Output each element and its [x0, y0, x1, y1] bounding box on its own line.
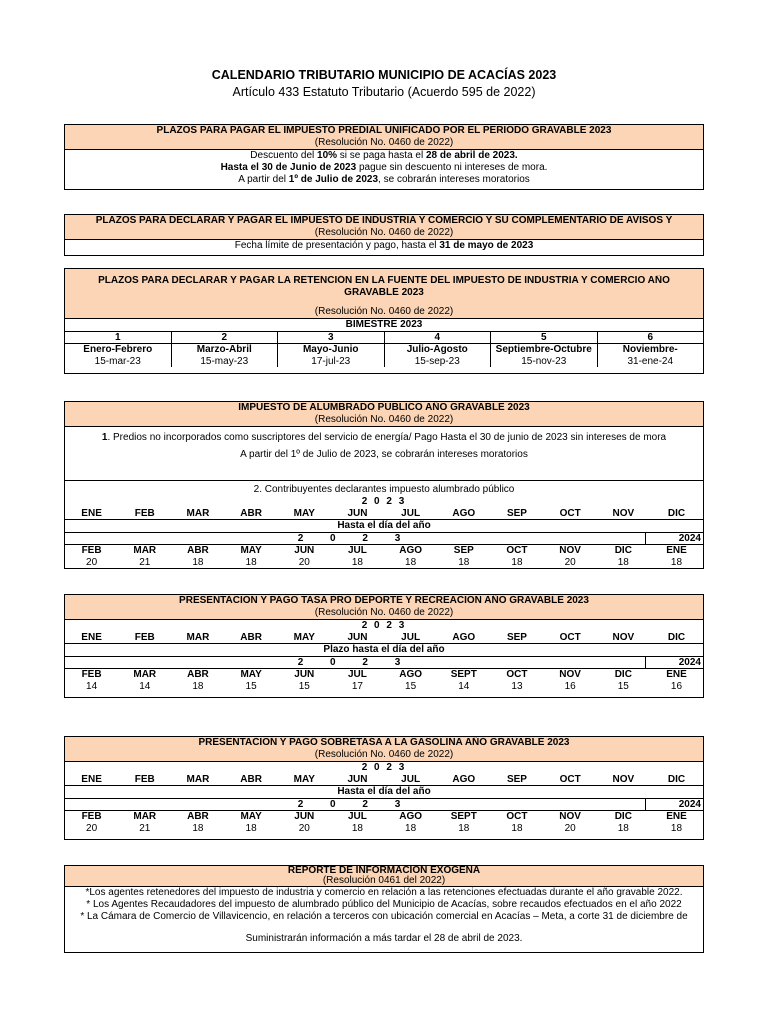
exogena-line-3: * La Cámara de Comercio de Villavicencio, en relación a terceros con ubicación comercial en Acacías – Meta, a corte 31 de diciembre de: [80, 911, 688, 922]
gasolina-paymonths-row: [65, 811, 703, 823]
payment-month: ABR: [187, 545, 209, 556]
month-header: FEB: [134, 773, 155, 785]
payment-month: ABR: [187, 669, 209, 680]
ica-resolution: (Resolución No. 0460 de 2022): [314, 227, 454, 238]
payment-month: ENE: [666, 669, 687, 680]
payment-month: MAR: [133, 669, 157, 680]
month-header: MAY: [293, 773, 315, 785]
deporte-heading: PRESENTACION Y PAGO TASA PRO DEPORTE Y RECREACION AÑO GRAVABLE 2023: [179, 595, 589, 606]
payment-day: 15: [298, 680, 310, 692]
month-header: AGO: [452, 773, 476, 785]
month-header: OCT: [559, 507, 581, 519]
gasolina-resolution: (Resolución No. 0460 de 2022): [314, 749, 454, 760]
payment-month: JUL: [347, 669, 367, 680]
alumbrado-days-row: [65, 557, 703, 569]
month-header: NOV: [612, 773, 635, 785]
payment-month: DIC: [614, 669, 632, 680]
payment-day: 18: [192, 822, 204, 834]
bimestre-date-row: [65, 356, 703, 368]
month-header: OCT: [559, 631, 581, 643]
month-header: OCT: [559, 773, 581, 785]
bimestre-number: 3: [278, 332, 385, 344]
month-header: ENE: [81, 773, 102, 785]
exogena-heading: REPORTE DE INFORMACION EXOGENA: [287, 866, 481, 876]
payment-day: 20: [298, 822, 310, 834]
deporte-days-row: [65, 681, 703, 693]
bimestre-date: 15-mar-23: [65, 356, 172, 368]
payment-day: 18: [670, 822, 683, 834]
exogena-line-1: *Los agentes retenedores del impuesto de industria y comercio en relación a las retenciones efectuadas durante el año gravable 2022.: [85, 887, 683, 898]
exogena-line-4: Suministrarán información a más tardar el 28 de abril de 2023.: [245, 933, 523, 944]
payment-month: JUN: [294, 669, 315, 680]
month-header: DIC: [667, 773, 686, 785]
month-header: FEB: [134, 631, 155, 643]
bimestre-number: 2: [172, 332, 279, 344]
month-header: JUL: [401, 507, 421, 519]
gasolina-header: [65, 737, 703, 762]
payment-day: 21: [139, 556, 151, 568]
month-header: DIC: [667, 507, 686, 519]
deporte-hasta: Plazo hasta el día del año: [65, 644, 703, 657]
payment-month: SEPT: [450, 669, 477, 680]
retencion-heading-2: GRAVABLE 2023: [344, 287, 424, 298]
payment-day: 18: [405, 822, 417, 834]
payment-month: FEB: [81, 545, 102, 556]
ica-deadline: Fecha límite de presentación y pago, hasta el 31 de mayo de 2023: [234, 240, 534, 251]
payment-day: 15: [245, 680, 257, 692]
page-title: CALENDARIO TRIBUTARIO MUNICIPIO DE ACACÍAS 2023: [211, 68, 557, 82]
month-header: SEP: [506, 507, 527, 519]
month-header: JUN: [347, 773, 368, 785]
bimestre-date: 15-nov-23: [491, 356, 598, 368]
bimestre-date: 31-ene-24: [627, 355, 674, 367]
month-header: MAY: [293, 631, 315, 643]
payment-month: NOV: [559, 669, 581, 680]
gasolina-hasta: Hasta el día del año: [65, 786, 703, 799]
predial-resolution: (Resolución No. 0460 de 2022): [314, 137, 454, 148]
month-header: MAY: [293, 507, 315, 519]
payment-month: SEPT: [450, 811, 477, 822]
bimestre-period: Septiembre-Octubre: [491, 344, 598, 356]
month-header: AGO: [452, 631, 476, 643]
payment-month: ENE: [666, 811, 687, 822]
month-header: MAR: [186, 773, 210, 785]
alumbrado-section: [64, 401, 704, 569]
month-header: ABR: [240, 507, 262, 519]
bimestre-date: 15-may-23: [172, 356, 279, 368]
predial-heading: PLAZOS PARA PAGAR EL IMPUESTO PREDIAL UNIFICADO POR EL PERIODO GRAVABLE 2023: [156, 125, 612, 136]
bimestre-date: 15-sep-23: [385, 356, 492, 368]
alumbrado-hasta: Hasta el día del año: [65, 520, 703, 533]
payment-month: OCT: [506, 545, 528, 556]
month-header: SEP: [506, 631, 527, 643]
payment-month: ABR: [187, 811, 209, 822]
payment-day: 16: [564, 680, 576, 692]
bimestre-number: 5: [491, 332, 598, 344]
payment-month: DIC: [614, 811, 632, 822]
payment-month: OCT: [506, 811, 528, 822]
payment-month: MAR: [133, 811, 157, 822]
payment-day: 20: [298, 556, 310, 568]
alumbrado-year-row: 2 0 2 3 2024: [65, 533, 703, 546]
month-header: ABR: [240, 773, 262, 785]
payment-day: 18: [617, 556, 629, 568]
month-header: AGO: [452, 507, 476, 519]
month-header: JUL: [401, 773, 421, 785]
payment-day: 13: [511, 680, 523, 692]
payment-day: 16: [670, 680, 683, 692]
payment-day: 18: [245, 822, 257, 834]
month-header: MAR: [186, 631, 210, 643]
payment-month: FEB: [81, 669, 102, 680]
bimestre-date: 17-jul-23: [278, 356, 385, 368]
payment-day: 20: [564, 556, 576, 568]
predial-line-1: Descuento del 10% si se paga hasta el 28 de abril de 2023.: [250, 150, 518, 161]
payment-day: 21: [139, 822, 151, 834]
payment-day: 18: [458, 822, 470, 834]
bimestre-period: Enero-Febrero: [65, 344, 172, 356]
payment-day: 20: [86, 556, 98, 568]
payment-day: 15: [405, 680, 417, 692]
retencion-header: [65, 269, 703, 319]
alumbrado-year: 2 0 2 3: [361, 496, 407, 507]
page-subtitle: Artículo 433 Estatuto Tributario (Acuerdo 595 de 2022): [232, 85, 536, 99]
payment-day: 18: [192, 680, 204, 692]
predial-line-2: Hasta el 30 de Junio de 2023 pague sin descuento ni intereses de mora.: [220, 162, 548, 173]
payment-day: 17: [351, 680, 363, 692]
predial-line-3: A partir del 1º de Julio de 2023, se cobrarán intereses moratorios: [238, 174, 530, 185]
bimestre-number: 4: [385, 332, 492, 344]
payment-day: 20: [564, 822, 576, 834]
payment-month: JUL: [347, 811, 367, 822]
month-header: MAR: [186, 507, 210, 519]
bimestre-period: Noviembre-: [622, 344, 678, 355]
payment-day: 18: [617, 822, 629, 834]
gasolina-year-row: 2 0 2 3 2024: [65, 799, 703, 812]
bimestre-number: 1: [65, 332, 172, 344]
exogena-header: [65, 866, 703, 887]
deporte-header: [65, 595, 703, 620]
payment-month: NOV: [559, 811, 581, 822]
deporte-resolution: (Resolución No. 0460 de 2022): [314, 607, 454, 618]
ica-section: [64, 214, 704, 256]
month-header: ENE: [81, 507, 102, 519]
alumbrado-header: [65, 402, 703, 427]
payment-day: 15: [617, 680, 629, 692]
payment-month: NOV: [559, 545, 581, 556]
month-header: JUL: [401, 631, 421, 643]
month-header: FEB: [134, 507, 155, 519]
predial-header: [65, 125, 703, 150]
bimestre-label: BIMESTRE 2023: [65, 319, 703, 332]
deporte-year: 2 0 2 3: [361, 620, 407, 631]
payment-month: DIC: [614, 545, 632, 556]
alumbrado-item-2: 2. Contribuyentes declarantes impuesto alumbrado público: [253, 484, 515, 495]
payment-day: 18: [511, 556, 523, 568]
payment-day: 18: [511, 822, 523, 834]
retencion-section: [64, 268, 704, 374]
payment-day: 18: [351, 556, 363, 568]
ica-heading: PLAZOS PARA DECLARAR Y PAGAR EL IMPUESTO DE INDUSTRIA Y COMERCIO Y SU COMPLEMENTARIO DE AVISOS Y: [95, 215, 673, 226]
alumbrado-heading: IMPUESTO DE ALUMBRADO PUBLICO AÑO GRAVABLE 2023: [238, 402, 530, 413]
bimestre-number: 6: [647, 331, 654, 343]
payment-month: AGO: [399, 811, 422, 822]
exogena-resolution: (Resolución 0461 del 2022): [322, 875, 446, 886]
payment-month: AGO: [399, 669, 422, 680]
deporte-paymonths-row: [65, 669, 703, 681]
bimestre-period: Marzo-Abril: [172, 344, 279, 356]
month-header: DIC: [667, 631, 686, 643]
gasolina-months-row: [65, 774, 703, 787]
month-header: JUN: [347, 507, 368, 519]
payment-day: 14: [86, 680, 98, 692]
payment-day: 18: [405, 556, 417, 568]
payment-day: 20: [86, 822, 98, 834]
month-header: NOV: [612, 507, 635, 519]
payment-month: AGO: [399, 545, 422, 556]
payment-month: JUN: [294, 811, 315, 822]
payment-month: OCT: [506, 669, 528, 680]
ica-header: [65, 215, 703, 240]
payment-day: 14: [139, 680, 151, 692]
payment-month: JUL: [347, 545, 367, 556]
payment-month: ENE: [666, 545, 687, 556]
retencion-resolution: (Resolución No. 0460 de 2022): [314, 306, 454, 317]
month-header: NOV: [612, 631, 635, 643]
payment-month: MAR: [133, 545, 157, 556]
gasolina-days-row: [65, 823, 703, 835]
alumbrado-item-1: 1. Predios no incorporados como suscriptores del servicio de energía/ Pago Hasta el 30 de junio de 2023 sin intereses de mora: [101, 432, 667, 443]
retencion-heading-1: PLAZOS PARA DECLARAR Y PAGAR LA RETENCIÓN EN LA FUENTE DEL IMPUESTO DE INDUSTRIA Y COMERCIO AÑO: [98, 275, 670, 286]
payment-month: JUN: [294, 545, 315, 556]
exogena-line-2: * Los Agentes Recaudadores del impuesto de alumbrado público del Municipio de Acacías, sobre recaudos efectuados en el año 2022: [86, 899, 682, 910]
payment-month: FEB: [81, 811, 102, 822]
bimestre-period-row: [65, 344, 703, 356]
month-header: ABR: [240, 631, 262, 643]
payment-day: 14: [458, 680, 470, 692]
alumbrado-item-1-note: A partir del 1º de Julio de 2023, se cobrarán intereses moratorios: [240, 449, 528, 460]
alumbrado-resolution: (Resolución No. 0460 de 2022): [314, 414, 454, 425]
payment-month: SEP: [453, 545, 474, 556]
month-header: JUN: [347, 631, 368, 643]
payment-month: MAY: [240, 545, 262, 556]
alumbrado-months-row: [65, 508, 703, 521]
exogena-section: [64, 865, 704, 953]
deporte-year-row: 2 0 2 3 2024: [65, 657, 703, 670]
payment-day: 18: [458, 556, 470, 568]
bimestre-number-row: [65, 332, 703, 345]
payment-day: 18: [351, 822, 363, 834]
bimestre-period: Mayo-Junio: [278, 344, 385, 356]
deporte-section: [64, 594, 704, 698]
predial-section: [64, 124, 704, 190]
gasolina-section: [64, 736, 704, 840]
deporte-months-row: [65, 632, 703, 645]
gasolina-year: 2 0 2 3: [361, 762, 407, 773]
month-header: SEP: [506, 773, 527, 785]
payment-month: MAY: [240, 811, 262, 822]
alumbrado-paymonths-row: [65, 545, 703, 557]
gasolina-heading: PRESENTACION Y PAGO SOBRETASA A LA GASOLINA AÑO GRAVABLE 2023: [198, 737, 570, 748]
month-header: ENE: [81, 631, 102, 643]
bimestre-period: Julio-Agosto: [385, 344, 492, 356]
payment-day: 18: [245, 556, 257, 568]
payment-month: MAY: [240, 669, 262, 680]
payment-day: 18: [192, 556, 204, 568]
payment-day: 18: [670, 556, 683, 568]
